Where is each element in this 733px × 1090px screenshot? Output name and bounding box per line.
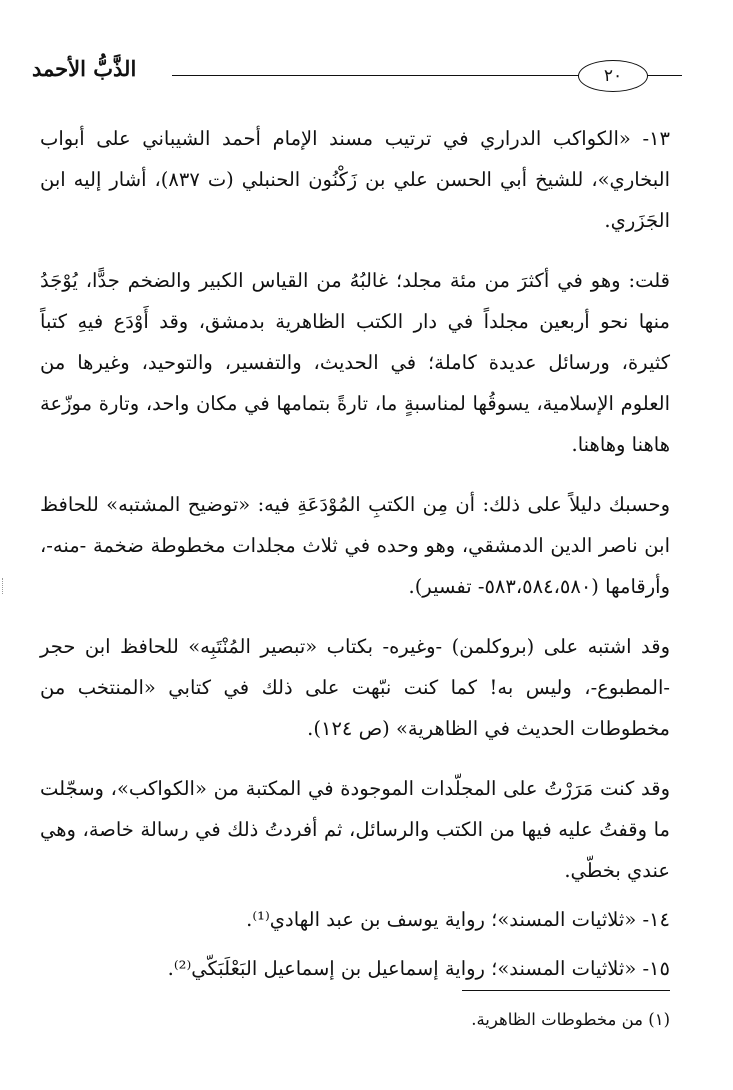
footnote-separator xyxy=(462,990,670,991)
paragraph-evidence: وحسبك دليلاً على ذلك: أن مِن الكتبِ المُوْدَعَةِ فيه: «توضيح المشتبه» للحافظ ابن ناصر الدين الدمشقي، وهو وحده في ثلاث مجلدات مخطوطة ضخمة -منه-، وأرقامها (٥٨٣،٥٨٤،٥٨٠- تفسير). xyxy=(40,493,670,598)
footnote-1: (١) من مخطوطات الظاهرية. xyxy=(471,1010,670,1029)
paragraph-confusion: وقد اشتبه على (بروكلمن) -وغيره- بكتاب «تبصير المُنْتَبِه» للحافظ ابن حجر -المطبوع-، وليس به! كما كنت نبّهت على ذلك في كتابي «المنتخب من مخطوطات الحديث في الظاهرية» (ص ١٢٤). xyxy=(40,635,670,740)
paragraph-entry-14: ١٤- «ثلاثيات المسند»؛ رواية يوسف بن عبد الهادي⁽¹⁾. xyxy=(246,908,670,931)
page-edge-mark xyxy=(2,578,9,594)
running-title: الذَّبُّ الأحمد xyxy=(28,56,172,81)
paragraph-note: قلت: وهو في أكثرَ من مئة مجلد؛ غالبُهُ من القياس الكبير والضخم جدًّا، يُوْجَدُ منها نحو أربعين مجلداً في دار الكتب الظاهرية بدمشق، وقد أَوْدَع فيهِ كتباً كثيرة، ورسائل عديدة كاملة؛ في الحديث، والتفسير، والتوحيد، وغيرها من العلوم الإسلامية، يسوقُها لمناسبةٍ ما، تارةً بتمامها في مكان واحد، وتارة موزّعة هاهنا وهاهنا. xyxy=(40,269,670,456)
page-header xyxy=(28,52,682,96)
paragraph-entry-15: ١٥- «ثلاثيات المسند»؛ رواية إسماعيل بن إسماعيل البَعْلَبَكّي⁽²⁾. xyxy=(167,957,670,980)
page-number: ٢٠ xyxy=(578,60,648,92)
paragraph-survey: وقد كنت مَرَرْتُ على المجلّدات الموجودة في المكتبة من «الكواكب»، وسجّلت ما وقفتُ عليه فيها من الكتب والرسائل، ثم أفردتُ ذلك في رسالة خاصة، وهي عندي بخطّي. xyxy=(40,777,670,882)
footnotes xyxy=(40,1006,670,1034)
body-text xyxy=(40,118,670,997)
paragraph-entry-13: ١٣- «الكواكب الدراري في ترتيب مسند الإمام أحمد الشيباني على أبواب البخاري»، للشيخ أبي الحسن علي بن زَكْنُون الحنبلي (ت ٨٣٧)، أشار إليه ابن الجَزَري. xyxy=(40,127,671,232)
